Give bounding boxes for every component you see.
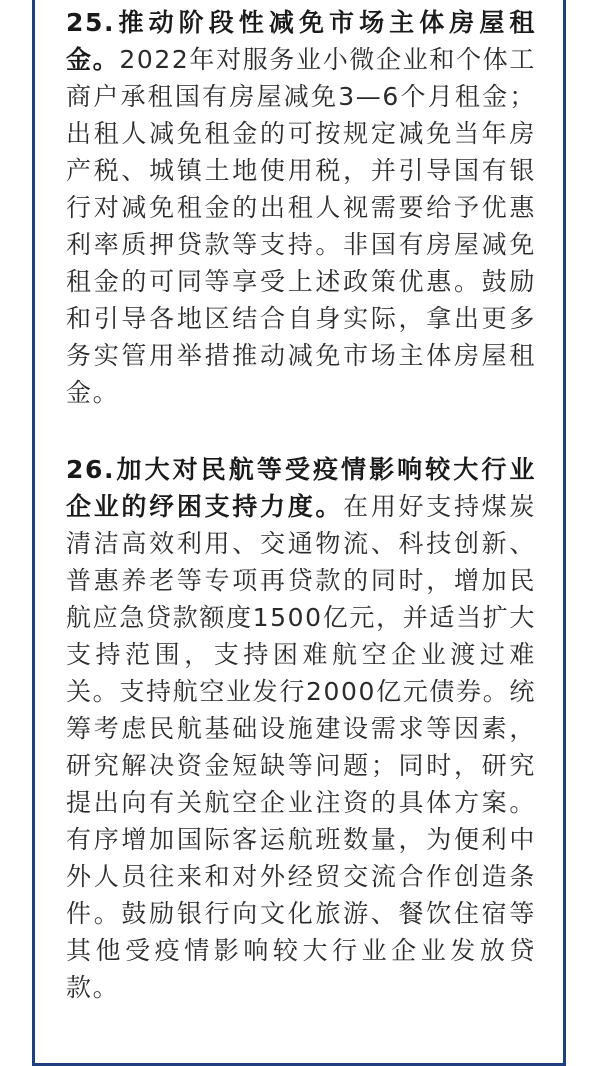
policy-item-25-heading: 25.推动阶段性减免市场主体房屋租金。 — [66, 8, 536, 74]
policy-item-25-body: 2022年对服务业小微企业和个体工商户承租国有房屋减免3—6个月租金；出租人减免租金的可按规定减免当年房产税、城镇土地使用税，并引导国有银行对减免租金的出租人视需要给予优惠利率质押贷款等支持。非国有房屋减免租金的可同等享受上述政策优惠。鼓励和引导各地区结合自身实际，拿出更多务实管用举措推动减免市场主体房屋租金。 — [66, 45, 537, 407]
article-content — [66, 4, 536, 1006]
policy-item-26-heading: 26.加大对民航等受疫情影响较大行业企业的纾困支持力度。 — [66, 455, 536, 521]
policy-item-26-body: 在用好支持煤炭清洁高效利用、交通物流、科技创新、普惠养老等专项再贷款的同时，增加民航应急贷款额度1500亿元，并适当扩大支持范围，支持困难航空企业渡过难关。支持航空业发行2000亿元债券。统筹考虑民航基础设施建设需求等因素，研究解决资金短缺等问题；同时，研究提出向有关航空企业注资的具体方案。有序增加国际客运航班数量，为便利中外人员往来和对外经贸交流合作创造条件。鼓励银行向文化旅游、餐饮住宿等其他受疫情影响较大行业企业发放贷款。 — [66, 492, 536, 1002]
policy-item-26 — [66, 451, 536, 1006]
policy-item-25 — [66, 4, 536, 411]
